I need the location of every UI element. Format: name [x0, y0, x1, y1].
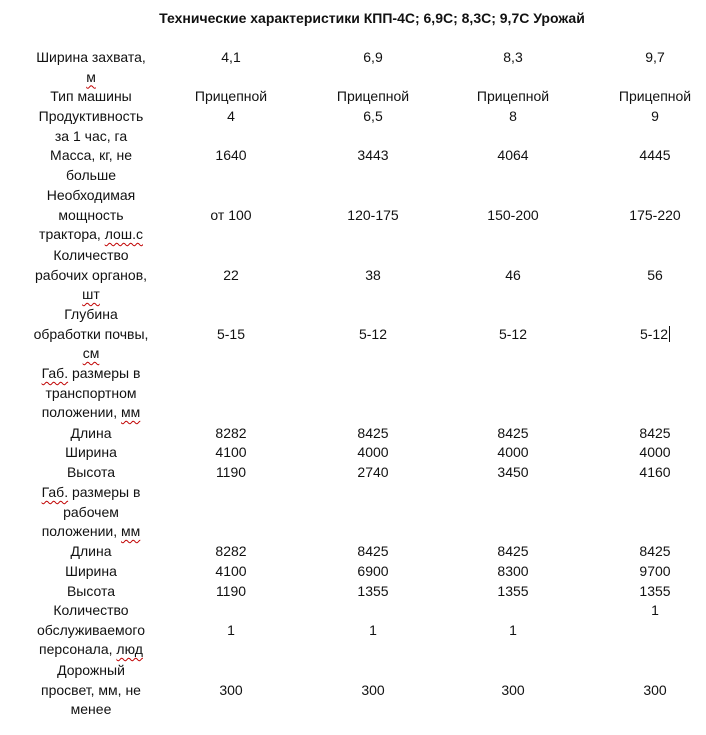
spec-label-line: трактора, лош.с: [39, 226, 143, 243]
spec-label-line: Габ. размеры в: [41, 365, 141, 381]
spec-value: 4100: [215, 563, 247, 579]
spec-value: 8425: [639, 425, 671, 441]
spec-value: Прицепной: [336, 88, 410, 104]
spec-value: Прицепной: [194, 88, 268, 104]
spec-label: [26, 562, 156, 582]
spec-label-line: обслуживаемого: [36, 621, 145, 638]
spec-value: 1355: [357, 583, 389, 599]
spec-label: [26, 601, 156, 660]
spec-label-line: транспортном: [45, 384, 137, 401]
spec-value: 9,7: [645, 49, 665, 65]
spec-label: [26, 542, 156, 562]
spec-label-line: см: [82, 345, 100, 362]
spec-label-line: Тип машины: [50, 88, 132, 104]
spec-label: [26, 582, 156, 602]
spec-value: 4064: [497, 147, 529, 163]
spec-label-line: обработки почвы,: [33, 325, 149, 342]
spec-value: 300: [501, 681, 525, 698]
spec-value: 22: [223, 266, 239, 283]
spec-value: 2740: [357, 464, 389, 480]
spec-label-line: Дорожный: [57, 662, 125, 678]
spec-label: [26, 364, 156, 423]
spec-value: 5-12: [498, 325, 528, 342]
spec-label-line: Количество: [53, 247, 129, 263]
spec-label-line: Необходимая: [46, 187, 136, 203]
spec-value: 4000: [497, 444, 529, 460]
spec-label-line: рабочих органов,: [34, 266, 148, 283]
spec-label: [26, 87, 156, 107]
spec-label: [26, 107, 156, 146]
document-title-brand: Урожай: [533, 10, 585, 26]
spec-label-line: Длина: [70, 425, 112, 441]
spec-label: [26, 424, 156, 444]
spec-label: [26, 305, 156, 364]
spec-value: 6900: [357, 563, 389, 579]
spec-value: 6,5: [363, 108, 383, 124]
document-title-text: Технические характеристики КПП-4С; 6,9С; 8,3С; 9,7С: [159, 10, 534, 26]
spec-label-line: рабочем: [63, 503, 119, 520]
spec-value: 5-12: [358, 325, 388, 342]
spec-label-line: Продуктивность: [38, 108, 144, 124]
spec-value: 8425: [497, 543, 529, 559]
spec-label-line: за 1 час, га: [54, 127, 128, 144]
spec-value: 1: [369, 621, 377, 638]
document-title: [0, 10, 706, 26]
spec-label: [26, 246, 156, 305]
spec-value: 8,3: [503, 49, 523, 65]
text-cursor: [669, 326, 670, 342]
spec-value: 1355: [639, 583, 671, 599]
spec-value: 1190: [215, 464, 247, 480]
spec-label-line: Ширина: [65, 444, 117, 460]
spec-value: 8: [509, 108, 517, 124]
spec-value: 4000: [357, 444, 389, 460]
spec-value: 300: [219, 681, 243, 698]
spec-label-line: Высота: [66, 583, 116, 599]
spec-label-line: шт: [82, 286, 100, 303]
spec-value: 3450: [497, 464, 529, 480]
spec-label-line: Ширина: [65, 563, 117, 579]
spec-label-line: Ширина захвата,: [36, 49, 146, 65]
spec-label-line: персонала, люд: [39, 641, 143, 658]
spec-value: Прицепной: [618, 88, 692, 104]
spec-label: [26, 463, 156, 483]
spec-label-line: Длина: [70, 543, 112, 559]
spec-label-line: Глубина: [64, 306, 118, 322]
spec-value: 1640: [215, 147, 247, 163]
spec-value: 120-175: [347, 206, 399, 223]
spec-label-line: просвет, мм, не: [41, 681, 141, 698]
spec-value: 4,1: [221, 49, 241, 65]
spec-value: 9700: [639, 563, 671, 579]
spec-value: 1: [509, 621, 517, 638]
spec-value: 8300: [497, 563, 529, 579]
spec-label-line: Высота: [66, 464, 116, 480]
spec-value: 8282: [215, 543, 247, 559]
spec-label-line: положении, мм: [41, 523, 141, 540]
spec-value: 9: [651, 108, 659, 124]
spec-label-line: больше: [66, 166, 116, 183]
spec-label-line: мощность: [58, 206, 124, 223]
spec-label: [26, 483, 156, 542]
spec-label: [26, 443, 156, 463]
spec-label: [26, 146, 156, 185]
spec-label-line: Количество: [53, 602, 129, 618]
spec-value: 300: [361, 681, 385, 698]
spec-value: 46: [505, 266, 521, 283]
spec-value: 4100: [215, 444, 247, 460]
spec-value: 3443: [357, 147, 389, 163]
spec-value: 300: [643, 681, 667, 698]
spec-label: [26, 661, 156, 720]
spec-value: 6,9: [363, 49, 383, 65]
spec-value: 8425: [497, 425, 529, 441]
spec-value: 4445: [639, 147, 671, 163]
spec-value: 150-200: [487, 206, 539, 223]
spec-label-line: Габ. размеры в: [41, 484, 141, 500]
spec-label-line: м: [86, 68, 96, 85]
spec-value: 8282: [215, 425, 247, 441]
spec-value: 8425: [639, 543, 671, 559]
spec-value: 56: [647, 266, 663, 283]
spec-value: 5-15: [216, 325, 246, 342]
spec-label-line: менее: [70, 701, 112, 718]
spec-value: 8425: [357, 425, 389, 441]
spec-value: 1: [227, 621, 235, 638]
spec-value: 4: [227, 108, 235, 124]
spec-value: Прицепной: [476, 88, 550, 104]
spec-label: [26, 186, 156, 245]
spec-value: от 100: [210, 206, 252, 223]
spec-value: 175-220: [629, 206, 681, 223]
spec-label-line: Масса, кг, не: [50, 147, 132, 163]
spec-value: 1190: [215, 583, 247, 599]
spec-value: 38: [365, 266, 381, 283]
spec-value: 1355: [497, 583, 529, 599]
spec-value: 4000: [639, 444, 671, 460]
spec-value: 1: [651, 602, 659, 618]
spec-value: 4160: [639, 464, 671, 480]
spec-value: 8425: [357, 543, 389, 559]
spec-label: [26, 48, 156, 87]
spec-label-line: положении, мм: [41, 404, 141, 421]
spec-value: 5-12: [639, 325, 669, 342]
